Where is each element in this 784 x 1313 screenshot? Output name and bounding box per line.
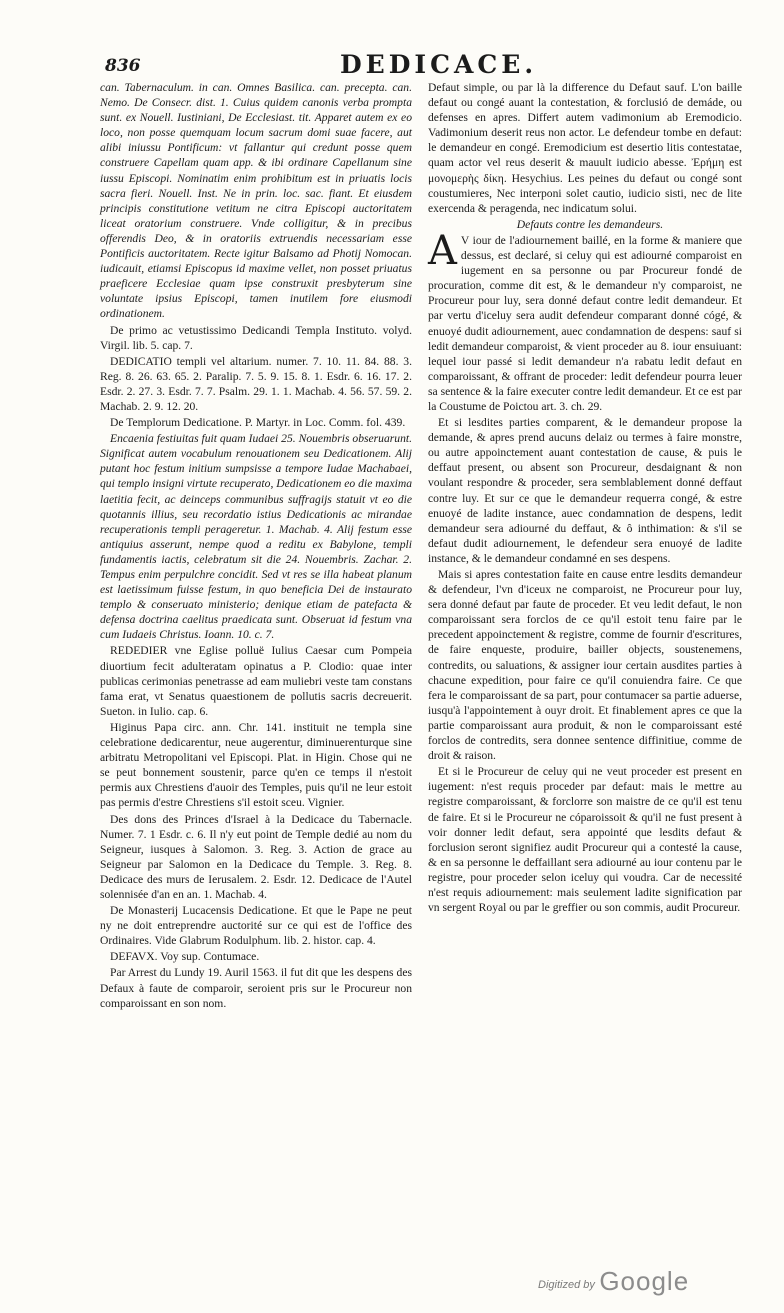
- paragraph: Par Arrest du Lundy 19. Auril 1563. il fut dit que les despens des Defaux à faute de comparoir, seroient pris sur le Procureur non comparoissant en son nom.: [100, 966, 412, 1010]
- paragraph: De primo ac vetustissimo Dedicandi Templa Instituto. volyd. Virgil. lib. 5. cap. 7.: [100, 323, 412, 352]
- paragraph: De Monasterij Lucacensis Dedicatione. Et que le Pape ne peut ny ne doit entreprendre auctorité sur ce qui est de l'office des Ordinaires. Vide Glabrum Rodulphum. lib. 2. histor. cap. 4.: [100, 904, 412, 948]
- paragraph: Higinus Papa circ. ann. Chr. 141. instituit ne templa sine celebratione dedicarentur, neue augerentur, diminuerenturque sine arbitratu Metropolitani vel Episcopi. Plat. in Higin. Chose qui ne se peut bonnement soustenir, parce qu'en ce temps il n'estoit permis aux Chrestiens d'auoir des Temples, puis qu'il ne leur estoit pas permis d'estre Chrestiens s'il estoit sceu. Vignier.: [100, 720, 412, 810]
- digitized-watermark: [538, 1266, 689, 1297]
- page-number: 836: [105, 56, 141, 76]
- paragraph: Defaut simple, ou par là la difference du Defaut sauf. L'on baille defaut ou congé auant la contestation, & forclusió de demáde, ou defenses en apres. Differt autem vadimonium ab Eremodicio. Vadimonium deserit reus non actor. Le defendeur tombe en defaut: le demandeur en congé. Eremodicium est desertio litis contestatae, quam actor vel reus deserit & mauult iudicio abesse. Ἐρήμη est μονομερὴς δίκη. Hesychius. Les peines du defaut ou congé sont coustumieres, Nec interponi solet cautio, iudicio sisti, nec de lite exercenda & peragenda, nec indicatum solui.: [428, 81, 742, 215]
- paragraph: can. Tabernaculum. in can. Omnes Basilica. can. precepta. can. Nemo. De Consecr. dist. 1. Cuius quidem canonis verba prompta sunt. ex Nouell. Iustiniani, De Ecclesiast. tit. Apparet autem ex eo loco, non posse quemquam locum sacrum domi suae facere, aut alibi iniussu Pontificum: vt fallantur qui credunt posse quem construere Capellam quam app. & ibi ordinare Capellanum sine iussu Episcopi. Nominatim enim prohibitum est in priuatis locis sacra fieri. Nouell. Inst. Ne in prin. loc. sac. fiant. Et eiusdem principis constitutione vetitum ne citra Episcopi auctoritatem liceat oratorium construere. Vnde colligitur, & in precibus offerendis Deo, & in oratoriis extruendis necessariam esse Pontificis auctoritatem. Recte igitur Balsamo ad Photij Nomocan. iudicauit, etiamsi Episcopus id maxime vellet, non posset priuatus praeficere Ecclesiae quam ipse construxit presbyterum sine voluntate ipsius Episcopi, tamen inutilem fore eiusmodi ordinationem.: [100, 81, 412, 321]
- paragraph: DEDICATIO templi vel altarium. numer. 7. 10. 11. 84. 88. 3. Reg. 8. 26. 63. 65. 2. Paralip. 7. 5. 9. 15. 8. 1. Esdr. 6. 16. 17. 2. Esdr. 2. 27. 3. Esdr. 7. 7. Psalm. 29. 1. 1. Machab. 4. 56. 57. 59. 2. Machab. 2. 9. 12. 20.: [100, 354, 412, 413]
- running-head: DEDICACE.: [340, 50, 538, 79]
- paragraph: DEFAVX. Voy sup. Contumace.: [110, 950, 260, 964]
- digitized-label: Digitized by: [538, 1279, 595, 1291]
- left-column: [100, 80, 412, 1012]
- paragraph: Des dons des Princes d'Israel à la Dedicace du Tabernacle. Numer. 7. 1 Esdr. c. 6. Il n'y eut point de Temple dedié au nom du Seigneur, iusques à Salomon. 3. Reg. 3. Action de grace au Seigneur par Salomon en la Dedicace du Temple. 3. Reg. 8. Dedicace des murs de Ierusalem. 2. Esdr. 12. Dedicace de l'Autel solennisée d'an en an. 1. Machab. 4.: [100, 812, 412, 901]
- google-logo: Google: [599, 1266, 690, 1296]
- drop-capital: A: [428, 227, 457, 274]
- right-column: [428, 80, 742, 916]
- paragraph: De Templorum Dedicatione. P. Martyr. in Loc. Comm. fol. 439.: [110, 416, 406, 430]
- section-heading: Defauts contre les demandeurs.: [516, 217, 664, 231]
- paragraph: Encaenia festiuitas fuit quam Iudaei 25. Nouembris obseruarunt. Significat autem vocabulum renouationem seu Dedicationem. Alij putant hoc festum initium sumpsisse a tempore Iudae Machabaei, qui templo insigni virtute recuperato, Dedicationem eo die maxima laetitia fecit, ac deinceps communibus suffragijs statuit vt eo die quotannis illius, seu recordatio istius Dedicationis ac mirandae recuperationis templi perageretur. 1. Machab. 4. Alij festum esse antiquius asserunt, nempe quod a reditu ex Babylone, templi fundamentis iactis, celebratum sit die 24. Nouembris. Zachar. 2. Tempus enim perpulchre concidit. Sed vt res se illa habeat planum est laetissimum fuisse festum, in quo beneficia Dei de instaurato templo & conseruato ministerio; denique etiam de patefacta & defensa doctrina caelitus praedicata sunt. Obseruat id festum vna cum Iudaeis Christus. Ioann. 10. c. 7.: [100, 432, 412, 642]
- paragraph: Mais si apres contestation faite en cause entre lesdits demandeur & defendeur, l'vn d'iceux ne comparoist, ne Procureur pour luy, sera donné defaut par faute de proceder. Et veu ledit defaut, le non comparoissant sera forclos de ce qu'il estoit tenu faire par le precedent appoinctement & registre, comme de fournir d'escritures, de faire enqueste, produire, bailler objects, soustenemens, contredits, ou saluations, & assigner iour certain ausdites parties à chacune expedition, pour faire ce qu'il conuiendra faire. Ce que fera le comparoissant de sa part, pour contumacer sa partie aduerse, iusqu'à l'appointement à ouyr droit. Et finablement apres ce que la partie comparoissant aura produit, & non le comparoissant esté forclos de contredits, sera donnee sentence diffinitiue, comme de droit & raison.: [428, 568, 742, 763]
- paragraph-text: V iour de l'adiournement baillé, en la forme & maniere que dessus, est declaré, si celuy qui est adiourné comparoist en iugement en sa personne ou par Procureur fondé de procuration, comme dit est, & le demandeur n'y comparoist, ne Procureur pour luy, sera donné defaut contre ledit demandeur. Et par vertu d'iceluy sera audit defendeur comparant donné cógé, & enuoyé dudit adiournement, auec condamnation de despens: sauf si ledit demandeur comparoist, & vient proceder au 8. iour ensuiuant: lequel iour passé si ledit demandeur n'a rabatu ledit defaut en comparoissant, & offrant de proceder: ledit defendeur pourra leuer sa sentence & la faire executer contre ledit demandeur. Et ce est par la Coustume de Poictou art. 3. ch. 29.: [428, 233, 742, 413]
- paragraph: [428, 227, 742, 414]
- paragraph: Et si le Procureur de celuy qui ne veut proceder est present en iugement: n'est requis proceder par defaut: mais le mettre au registre comparoissant, & forclorre son maistre de ce qu'il est tenu de faire. Et si le Procureur ne cóparoissoit & qu'il ne fust present à voir donner ledit defaut, sera appointé que lesdits defaut & forclusion seront signifiez audit Procureur qui a contesté la cause, & en sa personne le deffaillant sera adiourné au iour contenu par le registre, pour proceder selon iceluy qui voudra. Car de necessité n'est requis adiournement: mais seulement ladite signification par vn sergent Royal ou par le greffier ou son commis, audit Procureur.: [428, 765, 742, 915]
- paragraph: REDEDIER vne Eglise polluë Iulius Caesar cum Pompeia diuortium fecit adulteratam opinatus a P. Clodio: quae inter publicas cerimonias penetrasse ad eam muliebri veste tam constans fama erat, vt Senatus quaestionem de pollutis sacris decreuerit. Sueton. in Iulio. cap. 6.: [100, 644, 412, 718]
- paragraph: Et si lesdites parties comparent, & le demandeur propose la demande, & apres prend aucuns delaiz ou termes à faire monstre, ou autre appoinctement auant contestation de cause, & puis le deffaut present, ou absent son Procureur, desdaignant & non voulant respondre & proceder, sera semblablement donné deffaut contre luy. Et sur ce que le demandeur requerra congé, & estre enuoyé de ladite instance, auec condamnation de despens, ledit demandeur sera adiourné du deffaut, & ô inthimation: & s'il se defaut dudit adiournement, le defendeur sera enuoyé de ladite instance, & le demandeur condamné en ses despens.: [428, 416, 742, 565]
